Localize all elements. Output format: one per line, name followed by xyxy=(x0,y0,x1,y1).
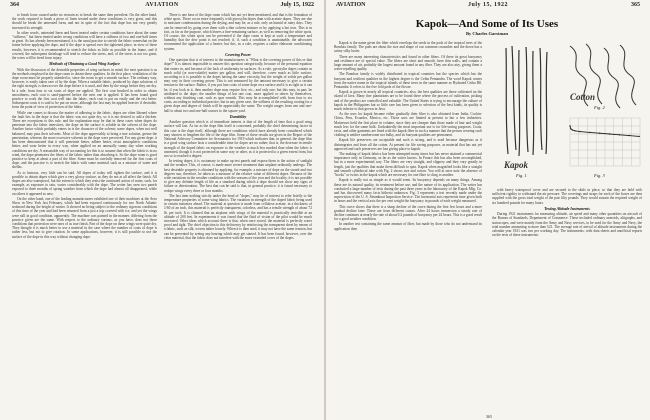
buoyancy-chart xyxy=(564,114,644,172)
paragraph: With the discussion of the desirable properties of wing surfaces in mind, the next question is as the methods employed in the dope room to obtain these qualities. In the first place, ventilation of the dope room must be properly attended to, since the room to get a smooth surface. The ordinary way, however, is easily taken care of by the dope. When a suitable fabric, produced by dope solutions of the right strength, is drawn over the dope before it is used, and then by the wings before they are dry. In a rule, from four to six coats of dope are applied. The first coat brushed in order to obtain smoothness, each coat is sand-papered before the next one is applied. It has been found good practice to work the first coat well into the fabric, each coat is put on easily and the rest better. Subsequent coats it is said to be put on more, although the last may be applied heavier if desirable, from the point of view of protection of the fabric. xyxy=(12,67,157,110)
figure-kapok xyxy=(492,42,560,182)
left-column-2 xyxy=(164,13,312,415)
figure-kapok-label: Kapok xyxy=(504,160,529,170)
issue-date: July 15, 1922 xyxy=(280,2,314,8)
paragraph: Kapok is really not as simple as it would seem. Its buoyancy depends on many things. Among these are its natural quality, its treatment before use, and the nature of its application. The writer has conducted a large number of tests during the past three years in the laboratory of the Kapok Mfg. Co. and has discovered many facts hitherto unknown. Fig. 3 represents a test recently made under the supervision of the U. S. Steamboat Inspection Service. The horizontal axis represents time given both in hours and the vertical axis the per cent weight the buoyancy in pounds of each weight measured. xyxy=(334,178,482,204)
left-page xyxy=(0,0,324,420)
section-heading: Testing Altitude Instruments xyxy=(544,206,590,211)
paragraph: Kapok life preservers are acceptable and such is strong, and is used because dangerous as it disintegrates and loses all the cotton. At present for life saving purposes, as material that has not yet approved and such preservers are fast giving place to kapok. xyxy=(334,138,482,151)
paragraph: During 1921 instruments for measuring altitude, air speed and many other quantities on aircraft of the Bureau of Standards, Department of Commerce. These included ordinary aneroids, altigraphs, and statoscopes, and were mainly from the Army and Navy services, to be used for the Army and Navy, the total number amounting to more than 521. The average rate of arrival of altitude instruments during the calendar year 1921 was two per working day. The instruments, with data sheets and unofficial reports on the tests of these instruments. xyxy=(492,212,642,238)
paragraph: As to lustrous, very little can be said. All dopes of today will tighten the surface, and it is possible to obtain dopes which give a very glossy surface, as they do not at all affect the finish. All dopes are also waterproof, but the extent to which they resist the continued action of water, such, for example, as exposure to rain, varies considerably with the dope. The writer has seen two panels exposed to three months of spring weather from which the dope had almost all disappeared, while on others it appeared as new. xyxy=(12,170,157,196)
chart-data-point xyxy=(619,134,620,135)
left-page-header xyxy=(10,2,314,11)
paragraph: The Bombax family is widely distributed in tropical countries but the species which has the buoyant and resilient qualities in the highest degree is the Ceiba Pentandra. The word Kapok comes from the native name in the tropical islands of these trees in the same manner as Hydrated Ceiba Bll. Pentandra. It refers to the five fold pods of the flower. xyxy=(334,72,482,90)
article-byline: By Charles Garstman xyxy=(466,31,508,36)
paragraph: The last item nothing strictly under the head of "dopes," may be of interest to refer briefly to the temperature properties of some wing fabrics. The variation in strength of the doped fabric being used in certain instances ahead. The material at question is made from cellulose acetate, in a thickness of 1/60 of an inch, this material is perfectly transparent, colorless, and has a tensile strength of about 72 lb. per inch. It is claimed that an airplane with wings of the material is practically invisible at an altitude of 200 feet. In experiments it was found that the fluid of vision of the pilot would be much increased. Other ideas which account there is that, when once stored, the material is perfectly water proof and tight. The chief objection to this deficiency by reinforcing the transparent sheet by means of a fabric, such as silk, woven rather loosely. When it is then used, it may not have the same tension, but can be prevented by seeing any bearing which may get started. It has been found, however, over the clear material, that the fabric does not interfere with the more extended cover of the dopes. xyxy=(164,193,312,240)
figure-1-caption: Fig. 1 xyxy=(516,173,527,178)
figure-cotton-label: Cotton xyxy=(570,92,596,102)
article-title: Kapok—And Some of Its Uses xyxy=(415,18,559,30)
figure-2-caption: Fig. 2 xyxy=(594,105,605,110)
page-number: 365 xyxy=(631,2,640,8)
paragraph: In another test containing the same amount of fiber, but made by those who do not understand its application then xyxy=(334,222,482,231)
right-page xyxy=(326,0,650,420)
paragraph: In testing dopes, it is customary to make up test panels and expose them to the action of sunlight and the weather. This, of course, is made more severe treatment than airplane ordinarily undergo. The best desirable property is obtained by applying, for example, a mixture of dope on the stored and two degrees sun, therefore, be taken as a measure of the relative value of different dopes. Because of the wide variations in the weather conditions with the seasons of the year and the locality, it is not possible to give any definite length of life as a standard during which a dope should not show any signs of failure or deterioration. The best that can be said is that, in general practice, it is found necessary to redope wings every three or four months. xyxy=(164,159,312,193)
paragraph: On the other hand, one of the leading manufacturers exhibited one of their machines at the Aero Show in New York last February, which had been exposed continuously for two North Atlantic seaboard during the height of winter. It showed no being subject to the ordinary rigorous conditions of this time of the year and had been returned from a just a trip covered with ice, and yet the wings were still in good condition, apparently. The machine was painted in the manner, differing from the practice given are the same. With respect to the ordinary various, as you have, does not these conditions that protection were ones of as true finish. Part of the dope on these wings were quite dry. They thought it is much better to use a material in the case where the number of coats of dope is rather less, but not to give rotation. In some applications, however, it is still possible to use the surface of the dope in this way without changing dope. xyxy=(12,196,157,239)
paragraph: One question that is of interest to the manufacturers is "What is the covering power of this or that dope?" It is almost impossible to answer this question categorically, because of the personal equation that enters in, and because of the lack of uniformity in surfaces. As a rule, pyroxylin dopes contain as much solid (or non-volatile) matter per gallon, and will, therefore, cover much as little surface, according to it is possible to the dopes having the same viscosity, but the weight of solids per gallon may vary in their covering power. This is not measured by the amount necessary to give a certain tension to the surface. Rather, if you put four coats of some dope on a surface and it is as tight as it can be, if you look at it, then another dope may require five, etc., and only one; but this may, in part, be attributed to the dope; the smaller things of but one coat, more applied or others by themselves, without any finishing coat, such as spar varnish. This may be accomplished with from four to six coats, according to individual practice, but in any given case, the stiffness of the resulting coating for a given dope and degree of finish will be appreciably the same. The weight ranges from one and one-half to about two and one-half ounces to the square yard. xyxy=(164,58,312,113)
section-heading: Durability xyxy=(229,114,247,119)
chart-data-point xyxy=(579,131,580,132)
chart-data-point xyxy=(599,133,600,134)
chart-data-point xyxy=(609,133,610,134)
right-column-2 xyxy=(492,188,642,408)
paragraph: to break loose caused under no restrain as to break the same then prevalent. On the other hand, the work required to break a piece of linen treated under these conditions is very great, and this should be break the untreated form, and not in spite of the fact that dope has not very greatly increased its strength. xyxy=(12,13,157,30)
paragraph: There are many interesting characteristics and found in other fibers. Of these its great buoyancy and resilience are of special value. The fibers are short and smooth, have thin walls, and contain a large amount of air, probably the largest amount found in any fiber. They are also airy, giving them a water-repelling quality. xyxy=(334,54,482,72)
journal-title: AVIATION xyxy=(145,2,179,8)
page-number: 364 xyxy=(10,2,19,8)
figure-cotton xyxy=(564,42,644,182)
issue-date: July 15, 1922 xyxy=(467,2,508,8)
right-column-1 xyxy=(334,41,482,413)
left-column-1 xyxy=(12,13,157,415)
paragraph: This curve shows that there is a sharp decline of the curve during the first few hours and a more gradual decline later. These are from different causes. After 24 hours immersion a steady rate of decline continues at nearly the rate of about 0.2 pounds of buoyancy per 24 hours. This is a good result for a good weather condition. xyxy=(334,204,482,222)
chart-data-point xyxy=(572,129,573,130)
paragraph: In other words, untreated linen and linen treated under certain conditions have about the same "stiffness," but linen treated under wrong conditions will have a stiffness of two and one-half times as great. As has already been mentioned, it is the usual practice to stretch the fabric somewhat on the frame before applying the dope, and if the dope is spread over the tightened place, in view of these results, however, it is recommended to stretch the fabric as little as possible in the frame, and if covered, the subsequent shrinkage will tend to reduce the stress, and, of the stress is not too great, the wires will be freed from injury. xyxy=(12,30,157,61)
paragraph: The making of kapok fabrics has been attempted many times but has never attained a commercial importance only in Germany, as far as the writer knows. In France this has also been accomplished, but in a more experimental way. The fibers are very straight, and slippery and they vary greatly in length, just the qualities that make them difficult to spin. Kapok when magnified looks like a straight and smooth cylindrical tube with Fig. 2 shows size and cotton. You will at once note the absence of "hooks" or twists in the kapok which are necessary for one fibre to cling to another. xyxy=(334,152,482,178)
section-heading: Covering Power xyxy=(225,52,251,57)
paragraph: Kapok is grown in nearly all tropical countries; also, the best qualities are those cultivated on the island of Java. Many fine plantations are to be found there where the process of cultivation, picking and of the product are controlled and valuable. The United States is trying to encourage the culture of kapok in the Philippines but so little care has been given to selection of the best kinds, its quality is much inferior to that grown in Java. xyxy=(334,90,482,112)
figure-3-caption: Fig. 3 xyxy=(594,173,605,178)
chart-data-point xyxy=(629,135,630,136)
paragraph: There is one base of the dope room which has not yet been mentioned, and that is the formation of white spots. These occur more frequently with pyroxylin dopes than with acetate dopes. They are due to moisture condensation during the drying, and may be, as a rule, only on humid or rainy days. They can be removed by going over them with a thin solvent mixture or by applying a hot iron. This is in fact, as far as the purpose, which leaves a fine-remaining surface, as well as removing the white spots. Of course, the white spots can be prevented if the dope room is kept at such a temperature and humidity that the dew point is not reached; if, if, such a condition is unattainable, the advocates recommend the application of a heater; but this, as a rule, requires a rather elaborate conditioning system. xyxy=(164,13,312,51)
paragraph: with heavy waterproof cover and are secured to the skids in place, so that they are held with sufficient rigidity to withstand the air pressure. The coverings and straps for each of the boxes are then supplied with the gross total weight of the pair fifty pounds. They would sustain the required weight of six hundred pounds for many hours. xyxy=(492,188,642,205)
chart-data-point xyxy=(570,128,571,129)
paragraph: While one comes to discuss the matter of adhering to the fabric, dopes are often likened where the fault lies in the dope is that the fabric was not quite dry, so it is not desired to add a thicken. There are exceptions to this rule, and the explanation may be that in these cases when dopes do penetrate into the fabric interstices, the dope on the surface is soluble in the solvent of the dope. Another factor which probably enters in is the character of the solvent; some dopes, when not well balanced, may pass their solvents. Most of the dope appreciably to bring a true solution, grease the penetration, whereas the more excessive solvents in the dope were perceived. For any given dope, it has been demonstrated that it will penetrate better, adhere better, resist atmospheric conditions better, and wear better in every way, when applied on an unusually sunny day when working conditions are dry. A reasonable way of accounting for this is to assume that when the fabric is in no wind, the dope penetrates the fibres of the fabric rather than absorbing it. So the dope room is good practice to keep at about a part of the fibre. Some must be carefully removed for the first coats of dope, and the practice is to stretch the fabric with some material such as a mixture of water and shellac. xyxy=(12,110,157,170)
chart-data-point xyxy=(638,136,639,137)
chart-data-point xyxy=(574,130,575,131)
journal-title: AVIATION xyxy=(336,2,366,8)
chart-data-point xyxy=(589,132,590,133)
section-heading: Methods of Obtaining a Good Wing Surface xyxy=(49,62,120,67)
paragraph: As the uses for kapok became either gradually their fiber is also obtained from India, Cochin-China, Peru, Ecuador, Mexico, etc. Those uses are limited at present to but a few industries. Mattresses held the first place in volume, since they are cheaper than those made of hair and weight much less for the same bulk. Undoubtedly the most important use is for life-saving purposes. Coats, vests, and other garments are lined with the kapok fiber in such a manner that the person wearing such clothing is neither cumbersome nor bulky, and its buoyant qualities are permanent. xyxy=(334,112,482,138)
footer-page-number: 365 xyxy=(486,414,492,419)
right-page-header xyxy=(336,2,640,11)
paragraph: Another question which is of immediate interest is that of the length of time that a good wing surface will last. As far as the dope film itself is concerned, probably the chief determining factor in this case is the dope itself, although there are conditions which have already been considered which may shorten or lengthen the life of the dope film. Some of these results are given in the Report of the National Advisory Committee for Aeronautics for 1919 which indicates that, in general, the dope film is a good wing surface lasts a considerable time for dopes are no rather; that is, the decrease in tensile strength of the doped fabric on exposure to the weather is much less marked than when the fabric is untreated, though it is not protected in some way or other, as it is protected to a given extent from, but not so to reached a degree. xyxy=(164,120,312,158)
chart-data-point xyxy=(569,125,570,126)
paragraph: Kapok is the name given the fiber which envelops the seeds in the pods of the tropical trees of the Bombax family. The pods are about the size and shape of our common cucumber and the down has a satiny silky luster. xyxy=(334,41,482,54)
